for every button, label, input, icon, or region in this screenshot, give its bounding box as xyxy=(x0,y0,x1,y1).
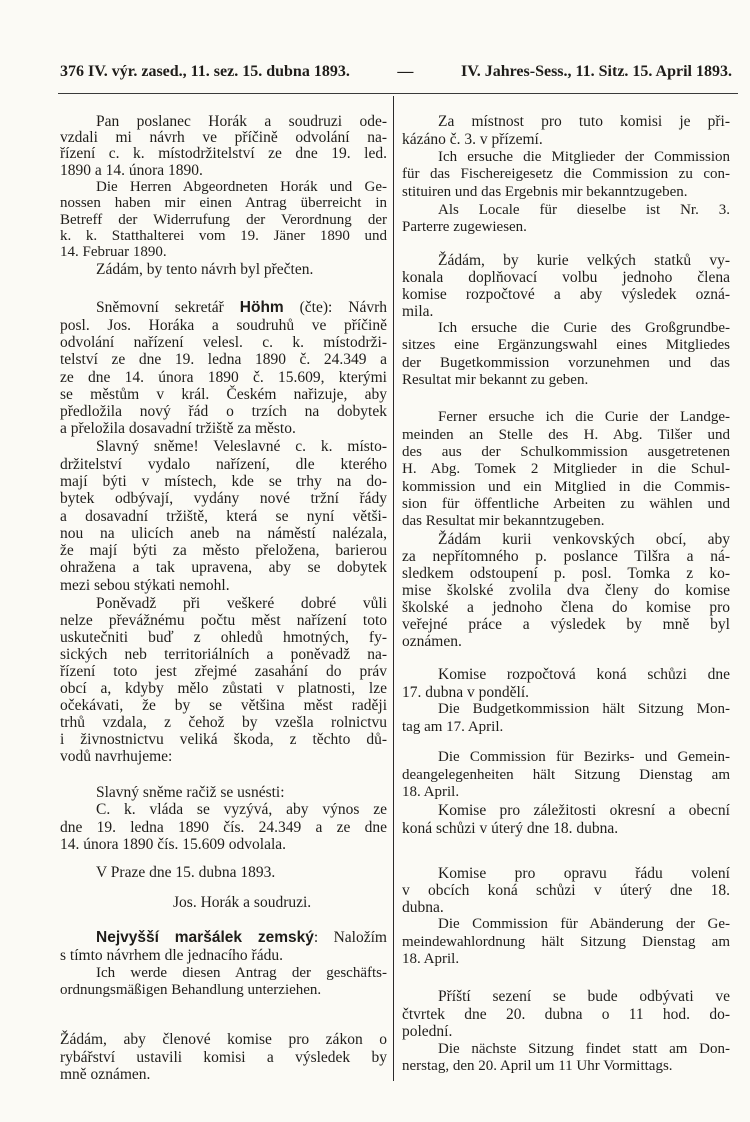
text-line: Ferner ersuche ich die Curie der Landge- xyxy=(438,409,730,426)
text-line: polední. xyxy=(402,1023,453,1041)
paragraph xyxy=(60,438,387,594)
text-line: des aus der Schulkommission ausgetretenen xyxy=(402,443,730,460)
text-line: že mají býti za město přeložena, barierou xyxy=(60,542,387,560)
text-line: se městům v král. Českém nařizuje, aby xyxy=(60,385,387,403)
paragraph xyxy=(402,149,730,202)
text-line: 17. dubna v pondělí. xyxy=(402,683,529,701)
text-line: Betreff der Widerrufung der Verordnung der xyxy=(60,211,387,228)
text-line: Die Herren Abgeordneten Horák und Ge- xyxy=(96,179,387,196)
text-line: držitelství vydalo nařízení, dle kterého xyxy=(60,455,387,473)
text-line: telství ze dne 19. ledna 1890 č. 24.349 a xyxy=(60,351,387,369)
text-line: Slavný sněme račiž se usnésti: xyxy=(96,783,285,801)
paragraph xyxy=(402,252,730,320)
text-line: kázáno č. 3. v přízemí. xyxy=(402,130,543,148)
text-line: trhů vzdala, z čehož by vzešla rolnictvu xyxy=(60,714,387,732)
paragraph xyxy=(60,1031,387,1084)
text-line: řízení c. k. místodržitelství ze dne 19. led. xyxy=(60,145,387,163)
text-line: deangelegenheiten hält Sitzung Dienstag am xyxy=(402,766,730,783)
paragraph xyxy=(60,299,387,437)
text-line: čtvrtek dne 20. dubna o 11 hod. do- xyxy=(402,1005,730,1023)
text-line: Příští sezení se bude odbývati ve xyxy=(438,988,730,1006)
text-line: mně oznámen. xyxy=(60,1066,151,1084)
text-line: meinden an Stelle des H. Abg. Tilšer und xyxy=(402,426,730,443)
text-line: H. Abg. Tomek 2 Mitglieder in die Schul- xyxy=(402,461,730,478)
paragraph xyxy=(60,965,387,1000)
text-line: bytek odbývají, vydány nové tržní řády xyxy=(60,490,387,508)
paragraph xyxy=(60,261,387,278)
paragraph xyxy=(402,802,730,837)
paragraph xyxy=(60,784,387,801)
text-line: ohražena a tak upravena, aby se dobytek xyxy=(60,559,387,577)
paragraph xyxy=(60,929,387,964)
text-line: Parterre zugewiesen. xyxy=(402,219,527,236)
running-header xyxy=(60,63,732,83)
text-line: Jos. Horák a soudruzi. xyxy=(173,893,312,911)
text-line: předložila nový řád o trzích na dobytek xyxy=(60,403,387,421)
text-line: Komise pro opravu řádu volení xyxy=(438,864,730,882)
text-line: C. k. vláda se vyzývá, aby výnos ze xyxy=(96,801,387,819)
text-line: Žádám, aby členové komise pro zákon o xyxy=(60,1031,387,1049)
header-rule xyxy=(58,93,738,94)
text-line: veřejné práce a výsledek by mně byl xyxy=(402,615,730,633)
text-line: kommission und ein Mitglied in die Commis- xyxy=(402,478,730,495)
text-line: dne 19. ledna 1890 čís. 24.349 a ze dne xyxy=(60,818,387,836)
text-line: ze dne 14. února 1890 č. 15.609, kterými xyxy=(60,368,387,386)
paragraph xyxy=(402,701,730,735)
text-line: oznámen. xyxy=(402,632,462,650)
speaker-name: Höhm xyxy=(239,299,284,317)
line-text: Sněmovní sekretář xyxy=(96,299,240,317)
text-line: Slavný sněme! Veleslavné c. k. místo- xyxy=(96,438,387,456)
text-line: Resultat mir bekannt zu geben. xyxy=(402,371,589,388)
paragraph xyxy=(402,113,730,148)
text-line: mezi sebou stýkati nemohl. xyxy=(60,576,230,594)
text-line: Žádám kurii venkovských obcí, aby xyxy=(438,530,730,548)
text-line: komise rozpočtové a aby výsledek ozná- xyxy=(402,285,730,303)
text-line: k. k. Statthalterei vom 19. Jäner 1890 und xyxy=(60,227,387,244)
text-line: Die Commission für Bezirks- und Gemein- xyxy=(438,749,730,766)
text-line: nou na ulicích aneb na náměstí nalézala, xyxy=(60,524,387,542)
text-line: Žádám, by kurie velkých statků vy- xyxy=(438,251,730,269)
text-line: meindewahlordnung hält Sitzung Dienstag am xyxy=(402,933,730,950)
paragraph xyxy=(402,531,730,650)
text-line: rybářství ustavili komisi a výsledek by xyxy=(60,1048,387,1066)
text-line: i živnostnictvu veliká škoda, z těchto dů- xyxy=(60,731,387,749)
text-line xyxy=(60,299,387,316)
text-line: vodů navrhujeme: xyxy=(60,748,173,766)
text-line: 14. února 1890 čís. 15.609 odvolala. xyxy=(60,836,287,854)
text-line: konala doplňovací volbu jednoho člena xyxy=(402,268,730,286)
paragraph xyxy=(402,202,730,237)
text-line: řízení toto jest zřejmé zasahání do práv xyxy=(60,662,387,680)
text-line: 18. April. xyxy=(402,951,460,967)
text-line: Poněvadž při veškeré dobré vůli xyxy=(96,594,387,612)
paragraph xyxy=(60,864,387,881)
text-line: dubna. xyxy=(402,898,444,916)
text-line: Komise rozpočtová koná schůzi dne xyxy=(438,666,730,684)
paragraph xyxy=(402,409,730,530)
text-line: odvolání nařízení velesl. c. k. místodrži- xyxy=(60,333,387,351)
paragraph xyxy=(60,894,387,911)
paragraph xyxy=(402,749,730,802)
text-line: Pan poslanec Horák a soudruzi ode- xyxy=(96,112,387,130)
line-text: (čte): Návrh xyxy=(283,299,387,317)
text-line: 18. April. xyxy=(402,784,460,801)
paragraph xyxy=(60,114,387,179)
header-dash: — xyxy=(397,63,414,80)
text-line: Ich werde diesen Antrag der geschäfts- xyxy=(96,964,387,981)
text-line: Ich ersuche die Mitglieder der Commission xyxy=(438,148,730,165)
text-line: V Praze dne 15. dubna 1893. xyxy=(96,863,276,881)
text-line: za nepřítomného p. poslance Tilšra a ná- xyxy=(402,547,730,565)
paragraph xyxy=(402,916,730,969)
text-line: Als Locale für dieselbe ist Nr. 3. xyxy=(438,201,730,218)
text-line: v obcích koná schůzi v úterý dne 18. xyxy=(402,881,730,899)
speaker-name: Nejvyšší maršálek zemský xyxy=(96,929,314,947)
text-line: sitzes eine Ergänzungswahl eines Mitgliedes xyxy=(402,337,730,354)
text-line: koná schůzi v úterý dne 18. dubna. xyxy=(402,819,619,837)
text-line: nerstag, den 20. April um 11 Uhr Vormittags. xyxy=(402,1058,673,1075)
header-german: IV. Jahres-Sess., 11. Sitz. 15. April 1893. xyxy=(460,63,732,80)
text-line: 1890 a 14. února 1890. xyxy=(60,161,203,179)
paragraph xyxy=(402,1041,730,1075)
paragraph xyxy=(402,988,730,1041)
text-line: mají býti v místech, kde se trhy na do- xyxy=(60,472,387,490)
text-line: posl. Jos. Horáka a soudruhů ve příčině xyxy=(60,316,387,334)
text-line: s tímto návrhem dle jednacího řádu. xyxy=(60,946,283,964)
line-text: : Naložím xyxy=(313,929,387,947)
text-line xyxy=(60,929,387,947)
header-czech: 376 IV. výr. zased., 11. sez. 15. dubna 1893. xyxy=(60,63,350,80)
paragraph xyxy=(402,320,730,389)
text-line: sledkem odstoupení p. posl. Tomka z ko- xyxy=(402,564,730,582)
paragraph xyxy=(60,179,387,260)
text-line: das Resultat mir bekanntzugeben. xyxy=(402,513,605,530)
text-line: Die nächste Sitzung findet statt am Don- xyxy=(438,1041,730,1058)
text-line: tag am 17. April. xyxy=(402,718,504,735)
text-line: uskutečniti buď z ohledů hmotných, fy- xyxy=(60,628,387,646)
text-line: vzdali mi návrh ve příčině odvolání na- xyxy=(60,129,387,147)
text-line: stituiren und das Ergebnis mir bekanntzugeben. xyxy=(402,183,688,200)
paragraph xyxy=(402,865,730,916)
text-line: obcí a, kdyby mělo zůstati v platnosti, lze xyxy=(60,680,387,698)
text-line: nossen haben mir einen Antrag überreicht in xyxy=(60,195,387,212)
text-line: mila. xyxy=(402,302,434,320)
text-line: mise školské zvolila dva členy do komise xyxy=(402,581,730,599)
text-line: očekávati, že by se většina měst raději xyxy=(60,697,387,715)
text-line: Komise pro záležitosti okresní a obecní xyxy=(438,802,730,820)
paragraph xyxy=(60,595,387,766)
text-line: für das Fischereigesetz die Commission zu con- xyxy=(402,166,730,183)
text-line: školské a jednoho člena do komise pro xyxy=(402,598,730,616)
text-line: 14. Februar 1890. xyxy=(60,244,167,260)
text-line: Zádám, by tento návrh byl přečten. xyxy=(96,260,314,278)
text-line: sion für öffentliche Arbeiten zu wählen und xyxy=(402,495,730,512)
text-line: Za místnost pro tuto komisi je při- xyxy=(438,113,730,131)
text-line: Die Budgetkommission hält Sitzung Mon- xyxy=(438,701,730,718)
text-line: ordnungsmäßigen Behandlung unterziehen. xyxy=(60,982,322,999)
text-line: sických neb territoriálních a poněvadž na- xyxy=(60,645,387,663)
text-line: Ich ersuche die Curie des Großgrundbe- xyxy=(438,320,730,336)
text-line: a přeložila dosavadní tržiště za město. xyxy=(60,420,296,438)
text-line: a dosavadní tržiště, která se nyní větši- xyxy=(60,507,387,525)
paragraph xyxy=(60,801,387,854)
column-divider xyxy=(393,96,394,1081)
paragraph xyxy=(402,666,730,700)
text-line: der Bugetkommission vorzunehmen und das xyxy=(402,354,730,371)
text-line: nelze převážnému počtu měst nařízení toto xyxy=(60,611,387,629)
text-line: Die Commission für Abänderung der Ge- xyxy=(438,916,730,932)
